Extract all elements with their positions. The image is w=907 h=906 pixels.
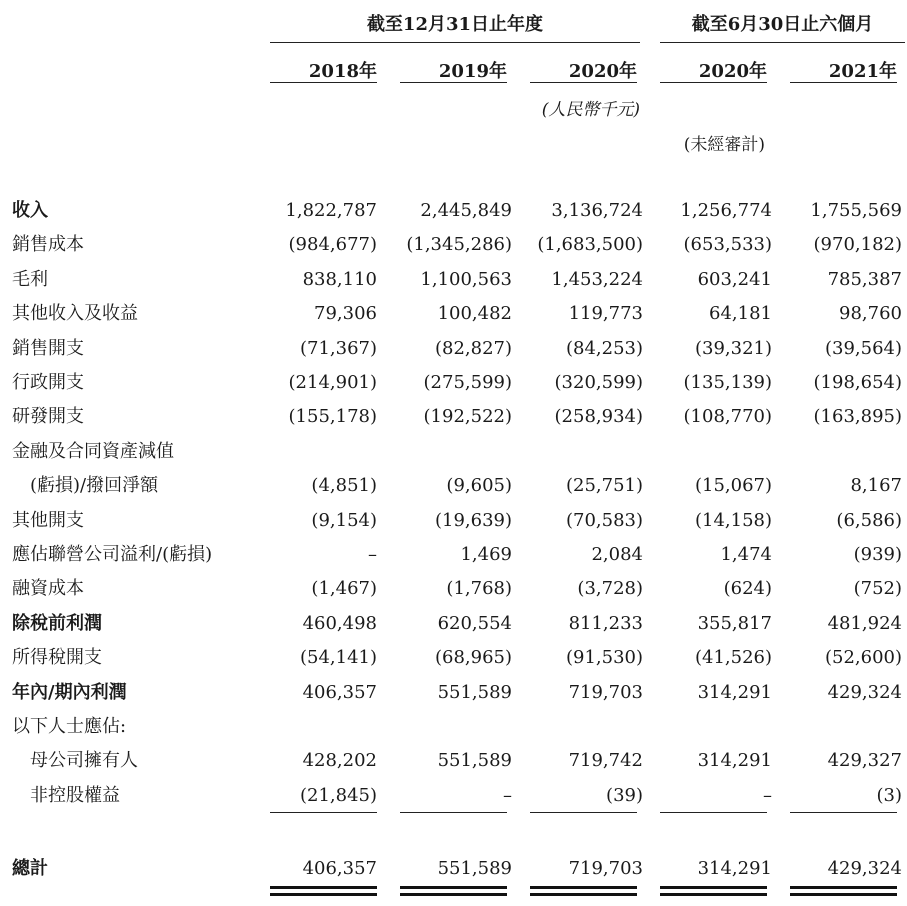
row-value-2021-h1: 429,324	[827, 682, 902, 703]
year-header-2020-h1: 2020年	[698, 61, 767, 82]
row-value-2020: (70,583)	[565, 510, 643, 531]
table-row	[0, 710, 907, 744]
row-value-2018: (9,154)	[311, 510, 377, 531]
row-label: 收入	[12, 200, 48, 221]
row-value-2019: 1,100,563	[420, 269, 512, 290]
table-row	[0, 400, 907, 434]
row-value-2020: 3,136,724	[551, 200, 643, 221]
double-underline	[790, 893, 897, 896]
row-value-2019: 2,445,849	[420, 200, 512, 221]
row-value-2019: 1,469	[460, 544, 512, 565]
period-group-interim: 截至6月30日止六個月	[691, 14, 874, 35]
row-label: 金融及合同資產減值	[12, 441, 174, 462]
subtotal-line	[270, 812, 377, 813]
table-row	[0, 572, 907, 606]
row-value-2019: (1,345,286)	[406, 234, 512, 255]
row-value-2018: 79,306	[314, 303, 377, 324]
row-value-2021-h1: 8,167	[850, 475, 902, 496]
table-row	[0, 779, 907, 813]
double-underline	[530, 893, 637, 896]
row-value-2020: 719,703	[568, 682, 643, 703]
row-label: 行政開支	[12, 372, 84, 393]
row-value-2021-h1: 785,387	[827, 269, 902, 290]
table-row	[0, 263, 907, 297]
row-value-2021-h1: 98,760	[839, 303, 902, 324]
row-value-2020-h1: (14,158)	[694, 510, 772, 531]
row-value-2020-h1: 314,291	[697, 682, 772, 703]
total-value-2020: 719,703	[568, 858, 643, 879]
row-value-2021-h1: (939)	[853, 544, 902, 565]
table-row	[0, 469, 907, 503]
row-value-2018: (54,141)	[299, 647, 377, 668]
row-value-2020-h1: (653,533)	[683, 234, 772, 255]
row-value-2018: (984,677)	[288, 234, 377, 255]
table-row	[0, 538, 907, 572]
table-row	[0, 435, 907, 469]
row-value-2021-h1: (198,654)	[813, 372, 902, 393]
row-value-2018: (4,851)	[311, 475, 377, 496]
total-value-2021-h1: 429,324	[827, 858, 902, 879]
row-value-2018: 838,110	[302, 269, 377, 290]
total-label: 總計	[12, 858, 48, 879]
row-value-2020-h1: 603,241	[697, 269, 772, 290]
row-value-2018: (21,845)	[299, 785, 377, 806]
table-row	[0, 297, 907, 331]
row-value-2018: (214,901)	[288, 372, 377, 393]
year-underline	[790, 82, 897, 83]
row-label: 其他收入及收益	[12, 303, 138, 324]
period-group-annual: 截至12月31日止年度	[366, 14, 544, 35]
total-value-2018: 406,357	[302, 858, 377, 879]
row-value-2021-h1: (752)	[853, 578, 902, 599]
double-underline	[530, 886, 637, 889]
row-value-2020: 119,773	[568, 303, 643, 324]
subtotal-line	[530, 812, 637, 813]
subtotal-line	[400, 812, 507, 813]
table-row	[0, 504, 907, 538]
subtotal-line	[660, 812, 767, 813]
row-value-2020-h1: (15,067)	[694, 475, 772, 496]
row-value-2020-h1: 314,291	[697, 750, 772, 771]
row-value-2018: –	[368, 544, 377, 565]
row-label: 銷售開支	[12, 338, 84, 359]
row-value-2019: (192,522)	[423, 406, 512, 427]
row-value-2020-h1: (108,770)	[683, 406, 772, 427]
row-value-2021-h1: (3)	[876, 785, 902, 806]
table-row	[0, 332, 907, 366]
row-value-2018: 460,498	[302, 613, 377, 634]
double-underline	[270, 886, 377, 889]
row-label: 研發開支	[12, 406, 84, 427]
row-value-2019: (19,639)	[434, 510, 512, 531]
row-value-2020: (84,253)	[565, 338, 643, 359]
row-label: 以下人士應佔:	[12, 716, 127, 737]
row-value-2021-h1: (6,586)	[836, 510, 902, 531]
row-value-2019: (1,768)	[446, 578, 512, 599]
double-underline	[270, 893, 377, 896]
row-label: (虧損)/撥回淨額	[30, 475, 159, 496]
row-label: 除稅前利潤	[12, 613, 102, 634]
row-value-2019: –	[503, 785, 512, 806]
row-value-2020: (3,728)	[577, 578, 643, 599]
row-value-2020-h1: 355,817	[697, 613, 772, 634]
year-underline	[400, 82, 507, 83]
row-value-2020: 1,453,224	[551, 269, 643, 290]
double-underline	[400, 893, 507, 896]
double-underline	[400, 886, 507, 889]
year-underline	[270, 82, 377, 83]
year-header-2018: 2018年	[308, 61, 377, 82]
row-value-2020-h1: (135,139)	[683, 372, 772, 393]
row-value-2018: (155,178)	[288, 406, 377, 427]
row-value-2019: (275,599)	[423, 372, 512, 393]
year-underline	[660, 82, 767, 83]
row-label: 所得稅開支	[12, 647, 102, 668]
row-value-2020: (91,530)	[565, 647, 643, 668]
unaudited-note: (未經審計)	[683, 135, 765, 155]
row-value-2020-h1: (41,526)	[694, 647, 772, 668]
table-row	[0, 228, 907, 262]
row-value-2019: 551,589	[437, 750, 512, 771]
row-value-2020: 2,084	[591, 544, 643, 565]
row-value-2021-h1: (970,182)	[813, 234, 902, 255]
row-value-2021-h1: (52,600)	[824, 647, 902, 668]
row-value-2018: 406,357	[302, 682, 377, 703]
subtotal-line	[790, 812, 897, 813]
row-label: 毛利	[12, 269, 48, 290]
row-value-2019: 620,554	[437, 613, 512, 634]
double-underline	[660, 886, 767, 889]
double-underline	[790, 886, 897, 889]
row-value-2021-h1: 1,755,569	[810, 200, 902, 221]
year-underline	[530, 82, 637, 83]
double-underline	[660, 893, 767, 896]
table-row	[0, 607, 907, 641]
row-label: 母公司擁有人	[30, 750, 138, 771]
year-header-2021-h1: 2021年	[828, 61, 897, 82]
table-row	[0, 366, 907, 400]
table-row	[0, 676, 907, 710]
row-label: 非控股權益	[30, 785, 120, 806]
row-value-2021-h1: (39,564)	[824, 338, 902, 359]
row-label: 融資成本	[12, 578, 84, 599]
row-value-2020-h1: 1,474	[720, 544, 772, 565]
row-value-2020: (1,683,500)	[537, 234, 643, 255]
row-value-2019: (82,827)	[434, 338, 512, 359]
row-value-2020: 719,742	[568, 750, 643, 771]
row-value-2018: 1,822,787	[285, 200, 377, 221]
row-value-2020-h1: 64,181	[709, 303, 772, 324]
row-value-2020: 811,233	[568, 613, 643, 634]
row-label: 銷售成本	[12, 234, 84, 255]
group-underline-annual	[270, 42, 640, 43]
row-label: 應佔聯營公司溢利/(虧損)	[12, 544, 213, 565]
row-value-2020: (320,599)	[554, 372, 643, 393]
row-value-2018: (71,367)	[299, 338, 377, 359]
year-header-2019: 2019年	[438, 61, 507, 82]
row-value-2020-h1: 1,256,774	[680, 200, 772, 221]
row-label: 年內/期內利潤	[12, 682, 127, 703]
row-value-2021-h1: 481,924	[827, 613, 902, 634]
row-value-2019: 551,589	[437, 682, 512, 703]
table-row	[0, 641, 907, 675]
row-value-2020: (39)	[606, 785, 643, 806]
row-value-2021-h1: (163,895)	[813, 406, 902, 427]
row-label: 其他開支	[12, 510, 84, 531]
total-value-2019: 551,589	[437, 858, 512, 879]
row-value-2020: (258,934)	[554, 406, 643, 427]
row-value-2020: (25,751)	[565, 475, 643, 496]
total-value-2020-h1: 314,291	[697, 858, 772, 879]
row-value-2019: 100,482	[437, 303, 512, 324]
row-value-2020-h1: –	[763, 785, 772, 806]
currency-note: (人民幣千元)	[541, 100, 640, 120]
total-row	[0, 852, 907, 886]
group-underline-interim	[660, 42, 905, 43]
table-row	[0, 194, 907, 228]
row-value-2020-h1: (624)	[723, 578, 772, 599]
row-value-2018: 428,202	[302, 750, 377, 771]
year-header-2020: 2020年	[568, 61, 637, 82]
row-value-2020-h1: (39,321)	[694, 338, 772, 359]
table-row	[0, 744, 907, 778]
row-value-2019: (9,605)	[446, 475, 512, 496]
row-value-2021-h1: 429,327	[827, 750, 902, 771]
row-value-2018: (1,467)	[311, 578, 377, 599]
row-value-2019: (68,965)	[434, 647, 512, 668]
